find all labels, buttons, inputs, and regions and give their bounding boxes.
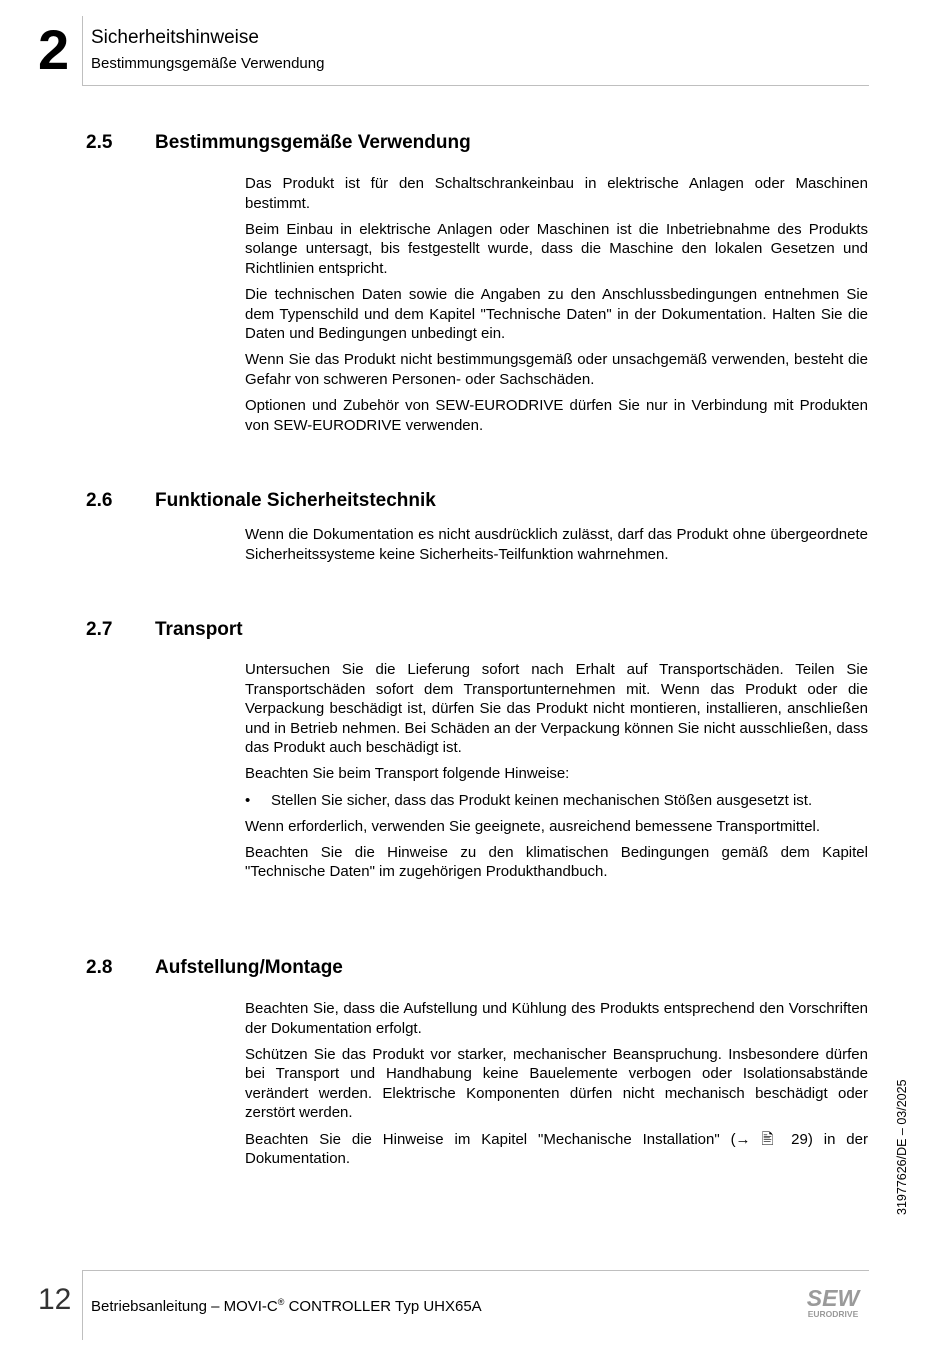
chapter-number: 2 (38, 18, 69, 81)
section-body-2-5 (245, 174, 868, 442)
sew-eurodrive-logo (798, 1286, 868, 1325)
paragraph: Untersuchen Sie die Lieferung sofort nach Erhalt auf Transportschäden. Teilen Sie Transportschäden sofort dem Transportunternehmen mit. Wenn das Produkt oder die Verpackung beschädigt ist, dürfen Sie das Produkt nicht montieren, installieren, anschließen und in Betrieb nehmen. Bei Schäden an der Verpackung können Sie nicht ausschließen, dass das Produkt auch beschädigt ist. (245, 661, 868, 757)
section-title: Aufstellung/Montage (155, 957, 343, 978)
header-divider-horizontal (82, 85, 869, 86)
section-number: 2.8 (86, 957, 113, 978)
logo-text-bottom: EURODRIVE (807, 1309, 859, 1319)
header-title: Sicherheitshinweise (91, 27, 259, 48)
footer-divider-vertical (82, 1270, 83, 1340)
paragraph: Beachten Sie die Hinweise im Kapitel "Mechanische Installation" (→ 🖹 29) in der Dokumentation. (245, 1130, 868, 1168)
paragraph: Wenn erforderlich, verwenden Sie geeignete, ausreichend bemessene Transportmittel. (245, 817, 821, 835)
registered-mark: ® (277, 1297, 285, 1307)
paragraph: Beim Einbau in elektrische Anlagen oder Maschinen ist die Inbetriebnahme des Produkts solange untersagt, bis festgestellt wurde, dass die Maschine den lokalen Gesetzen und Richtlinien entspricht. (245, 220, 868, 277)
section-title: Bestimmungsgemäße Verwendung (155, 132, 471, 153)
logo-icon (798, 1286, 868, 1320)
paragraph: Optionen und Zubehör von SEW-EURODRIVE dürfen Sie nur in Verbindung mit Produkten von SEW-EURODRIVE verwenden. (245, 396, 868, 434)
document-id-side-note: 31977626/DE – 03/2025 (895, 1079, 909, 1215)
paragraph: Die technischen Daten sowie die Angaben zu den Anschlussbedingungen entnehmen Sie dem Typenschild und dem Kapitel "Technische Daten" in der Dokumentation. Halten Sie die Daten und Bedingungen unbedingt ein. (245, 285, 868, 343)
section-heading-2-5 (86, 132, 471, 154)
footer-document-title (91, 1293, 482, 1316)
bullet-marker: • (245, 791, 251, 809)
paragraph: Beachten Sie beim Transport folgende Hinweise: (245, 765, 570, 783)
section-title: Funktionale Sicherheitstechnik (155, 490, 436, 511)
section-body-2-6 (245, 525, 868, 571)
page-number: 12 (38, 1283, 72, 1316)
paragraph: Beachten Sie die Hinweise zu den klimatischen Bedingungen gemäß dem Kapitel "Technische Daten" im zugehörigen Produkthandbuch. (245, 843, 868, 881)
paragraph: Wenn Sie das Produkt nicht bestimmungsgemäß oder unsachgemäß verwenden, besteht die Gefahr von schweren Personen- oder Sachschäden. (245, 351, 868, 388)
paragraph: Schützen Sie das Produkt vor starker, mechanischer Beanspruchung. Insbesondere dürfen bei Transport und Handhabung keine Bauelemente verbogen oder Isolationsabstände verändert werden. Elektrische Komponenten dürfen nicht mechanisch beschädigt oder zerstört werden. (245, 1045, 868, 1122)
section-heading-2-6 (86, 490, 436, 512)
section-body-2-7 (245, 660, 868, 888)
logo-text-top: SEW (806, 1286, 860, 1311)
list-item (245, 791, 868, 811)
footer-divider-horizontal (82, 1270, 869, 1271)
section-title: Transport (155, 619, 243, 640)
section-number: 2.6 (86, 490, 113, 511)
footer-doc-prefix: Betriebsanleitung – MOVI-C (91, 1298, 278, 1315)
footer-doc-suffix: CONTROLLER Typ UHX65A (284, 1298, 482, 1315)
list-item-text: Stellen Sie sicher, dass das Produkt keinen mechanischen Stößen ausgesetzt ist. (271, 791, 813, 809)
section-number: 2.7 (86, 619, 113, 640)
paragraph: Beachten Sie, dass die Aufstellung und Kühlung des Produkts entsprechend den Vorschriften der Dokumentation erfolgt. (245, 1000, 868, 1037)
section-heading-2-7 (86, 619, 243, 641)
section-body-2-8 (245, 999, 868, 1175)
paragraph: Das Produkt ist für den Schaltschrankeinbau in elektrische Anlagen oder Maschinen bestimmt. (245, 175, 868, 212)
section-number: 2.5 (86, 132, 113, 153)
header-subtitle: Bestimmungsgemäße Verwendung (91, 55, 325, 72)
section-heading-2-8 (86, 957, 343, 979)
header-divider-vertical (82, 16, 83, 86)
paragraph: Wenn die Dokumentation es nicht ausdrücklich zulässt, darf das Produkt ohne übergeordnete Sicherheitssysteme keine Sicherheits-Teilfunktion wahrnehmen. (245, 526, 868, 563)
